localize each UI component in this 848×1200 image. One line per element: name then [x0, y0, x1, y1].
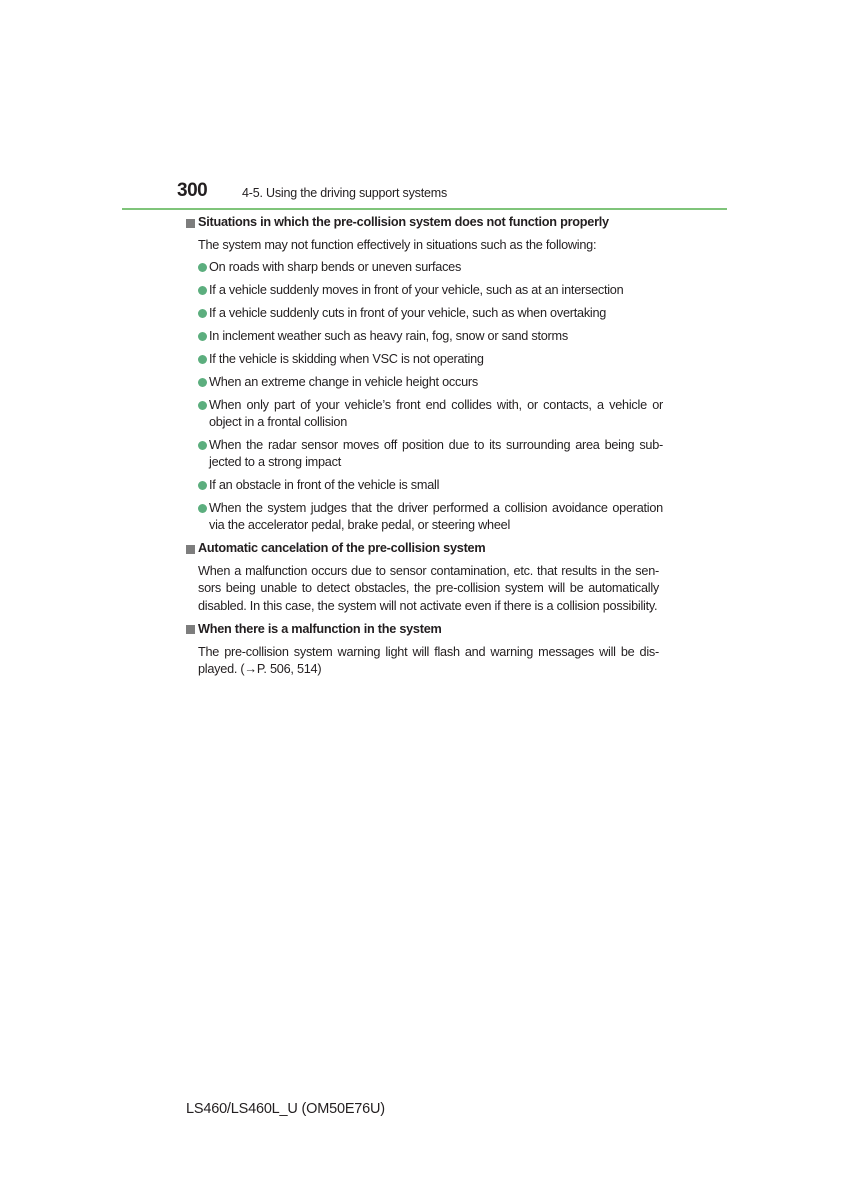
section-title: 4-5. Using the driving support systems — [242, 186, 447, 200]
list-item — [198, 500, 663, 535]
page-number: 300 — [177, 180, 208, 201]
list-item-text: If an obstacle in front of the vehicle is small — [209, 478, 440, 493]
dot-icon — [198, 309, 207, 318]
list-item — [198, 397, 663, 432]
page-header — [122, 180, 727, 210]
section-heading — [186, 214, 666, 232]
section-not-function — [186, 214, 666, 535]
dot-icon — [198, 355, 207, 364]
bullet-list — [198, 259, 663, 534]
list-item — [198, 351, 663, 368]
list-item-text: On roads with sharp bends or uneven surfaces — [209, 260, 462, 275]
section-heading-text: When there is a malfunction in the system — [198, 622, 442, 637]
section-heading — [186, 621, 666, 639]
section-malfunction — [186, 621, 666, 679]
dot-icon — [198, 378, 207, 387]
section-body: The pre-collision system warning light will flash and warning messages will be dis-played. (→P. 506, 514) — [198, 644, 659, 677]
list-item — [198, 437, 663, 472]
dot-icon — [198, 401, 207, 410]
list-item — [198, 259, 663, 276]
list-item — [198, 282, 663, 299]
section-heading-text: Situations in which the pre-collision system does not function properly — [198, 215, 609, 230]
dot-icon — [198, 504, 207, 513]
dot-icon — [198, 481, 207, 490]
list-item — [198, 477, 663, 494]
section-intro: The system may not function effectively in situations such as the following: — [198, 238, 597, 252]
dot-icon — [198, 441, 207, 450]
list-item — [198, 328, 663, 345]
footer-model-code: LS460/LS460L_U (OM50E76U) — [186, 1101, 385, 1117]
list-item-text: When the radar sensor moves off position due to its surrounding area being sub-jected to a strong impact — [209, 437, 663, 470]
section-heading-text: Automatic cancelation of the pre-collision system — [198, 541, 486, 556]
list-item-text: In inclement weather such as heavy rain, fog, snow or sand storms — [209, 328, 568, 343]
square-icon — [186, 625, 195, 634]
section-auto-cancel — [186, 540, 666, 615]
list-item-text: If the vehicle is skidding when VSC is not operating — [209, 351, 484, 366]
list-item-text: If a vehicle suddenly cuts in front of your vehicle, such as when overtaking — [209, 306, 607, 321]
list-item-text: When an extreme change in vehicle height occurs — [209, 374, 478, 389]
dot-icon — [198, 332, 207, 341]
square-icon — [186, 219, 195, 228]
dot-icon — [198, 263, 207, 272]
section-heading — [186, 540, 666, 558]
square-icon — [186, 545, 195, 554]
list-item — [198, 374, 663, 391]
list-item-text: When only part of your vehicle’s front end collides with, or contacts, a vehicle or object in a frontal collision — [209, 397, 663, 429]
section-body: When a malfunction occurs due to sensor contamination, etc. that results in the sen-sors being unable to detect obstacles, the pre-collision system will be automatically disabled. In this case, the system will not activate even if there is a collision possibility. — [198, 564, 659, 613]
list-item — [198, 305, 663, 322]
dot-icon — [198, 286, 207, 295]
page-content — [186, 214, 666, 679]
list-item-text: When the system judges that the driver performed a collision avoidance operation via the accelerator pedal, brake pedal, or steering wheel — [209, 500, 663, 533]
list-item-text: If a vehicle suddenly moves in front of your vehicle, such as at an intersection — [209, 283, 624, 298]
